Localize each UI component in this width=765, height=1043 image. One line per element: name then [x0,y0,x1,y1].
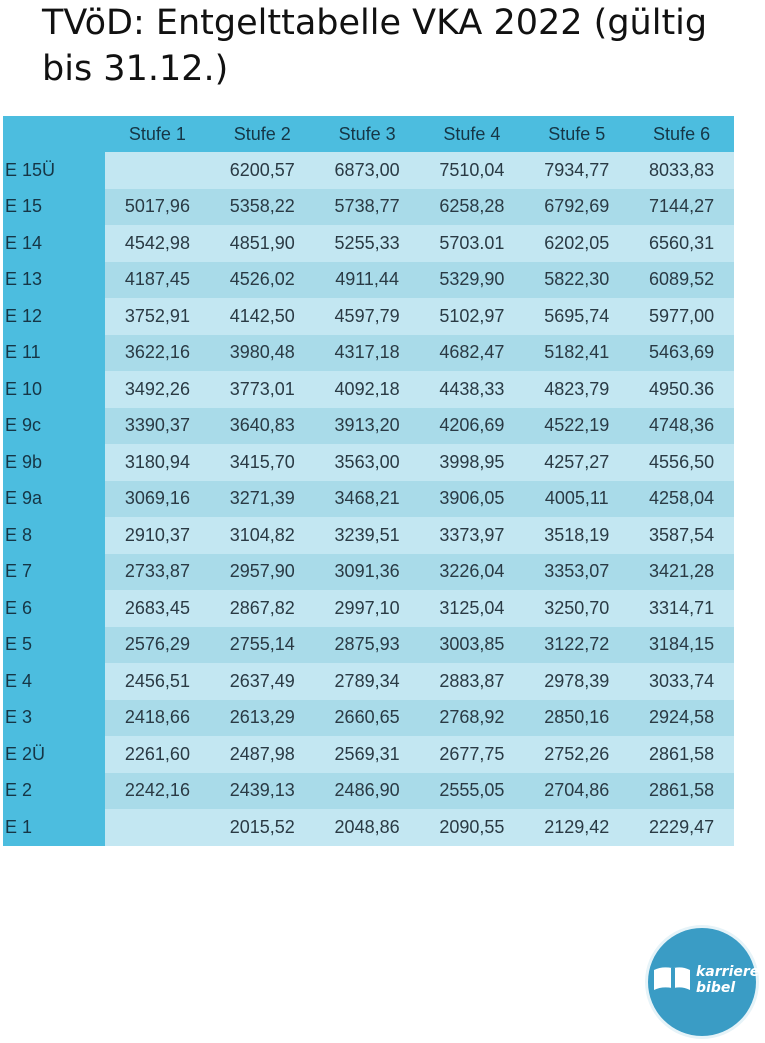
salary-cell: 2439,13 [210,773,315,810]
salary-cell: 2752,26 [524,736,629,773]
salary-cell: 2957,90 [210,554,315,591]
salary-cell: 4258,04 [629,481,734,518]
salary-cell: 3122,72 [524,627,629,664]
logo-text-line2: bibel [696,980,736,996]
header-stufe-1: Stufe 1 [105,116,210,152]
salary-cell: 3998,95 [420,444,525,481]
pay-grade-label: E 9b [3,444,105,481]
pay-grade-label: E 13 [3,262,105,299]
table-row [3,189,734,226]
pay-grade-label: E 9c [3,408,105,445]
salary-cell: 4187,45 [105,262,210,299]
pay-grade-label: E 4 [3,663,105,700]
salary-cell: 2487,98 [210,736,315,773]
pay-grade-label: E 7 [3,554,105,591]
salary-cell: 4142,50 [210,298,315,335]
salary-cell: 2456,51 [105,663,210,700]
salary-cell: 4438,33 [420,371,525,408]
salary-cell: 2486,90 [315,773,420,810]
salary-cell: 5182,41 [524,335,629,372]
salary-cell: 2660,65 [315,700,420,737]
salary-cell: 3033,74 [629,663,734,700]
salary-cell: 3069,16 [105,481,210,518]
salary-cell: 3622,16 [105,335,210,372]
table-row [3,298,734,335]
logo-text-line1: karriere [696,964,760,980]
salary-cell: 6258,28 [420,189,525,226]
table-row [3,700,734,737]
header-stufe-5: Stufe 5 [524,116,629,152]
table-body [3,152,734,846]
salary-cell: 5695,74 [524,298,629,335]
salary-cell: 4317,18 [315,335,420,372]
salary-cell: 2867,82 [210,590,315,627]
table-header [3,116,734,152]
header-corner [3,116,105,152]
salary-cell: 3421,28 [629,554,734,591]
pay-grade-label: E 14 [3,225,105,262]
salary-cell: 4556,50 [629,444,734,481]
salary-cell: 2129,42 [524,809,629,846]
salary-cell: 3091,36 [315,554,420,591]
salary-cell: 3003,85 [420,627,525,664]
header-row [3,116,734,152]
table-row [3,262,734,299]
salary-cell: 5703.01 [420,225,525,262]
table-row [3,408,734,445]
salary-cell: 6200,57 [210,152,315,189]
salary-cell: 3492,26 [105,371,210,408]
salary-cell: 2733,87 [105,554,210,591]
salary-cell: 5102,97 [420,298,525,335]
salary-cell: 3390,37 [105,408,210,445]
salary-cell: 2677,75 [420,736,525,773]
pay-grade-label: E 15Ü [3,152,105,189]
salary-cell: 4597,79 [315,298,420,335]
table-row [3,663,734,700]
pay-grade-label: E 6 [3,590,105,627]
salary-cell: 3752,91 [105,298,210,335]
salary-cell: 2997,10 [315,590,420,627]
salary-cell: 3226,04 [420,554,525,591]
salary-cell: 5017,96 [105,189,210,226]
salary-cell: 2768,92 [420,700,525,737]
salary-cell: 4682,47 [420,335,525,372]
table-row [3,371,734,408]
salary-cell: 2861,58 [629,736,734,773]
table-row [3,809,734,846]
salary-cell: 3373,97 [420,517,525,554]
salary-cell: 4748,36 [629,408,734,445]
salary-cell: 2555,05 [420,773,525,810]
salary-cell: 2576,29 [105,627,210,664]
salary-cell: 4092,18 [315,371,420,408]
salary-cell: 2683,45 [105,590,210,627]
salary-cell: 2924,58 [629,700,734,737]
salary-cell: 2242,16 [105,773,210,810]
salary-cell: 4005,11 [524,481,629,518]
salary-cell: 5358,22 [210,189,315,226]
salary-cell: 2637,49 [210,663,315,700]
salary-cell: 4823,79 [524,371,629,408]
salary-cell: 2875,93 [315,627,420,664]
salary-cell: 3563,00 [315,444,420,481]
salary-cell: 2861,58 [629,773,734,810]
salary-cell: 2613,29 [210,700,315,737]
salary-cell: 2569,31 [315,736,420,773]
salary-cell: 3314,71 [629,590,734,627]
salary-cell: 3239,51 [315,517,420,554]
pay-grade-label: E 5 [3,627,105,664]
salary-cell: 2789,34 [315,663,420,700]
salary-cell: 4206,69 [420,408,525,445]
open-book-icon [654,967,690,990]
salary-cell: 4257,27 [524,444,629,481]
salary-cell: 6560,31 [629,225,734,262]
salary-cell: 6792,69 [524,189,629,226]
table-row [3,736,734,773]
salary-cell: 3468,21 [315,481,420,518]
salary-cell: 2850,16 [524,700,629,737]
pay-grade-label: E 8 [3,517,105,554]
salary-cell: 2090,55 [420,809,525,846]
salary-cell: 3415,70 [210,444,315,481]
salary-table [3,116,734,846]
pay-grade-label: E 2 [3,773,105,810]
salary-cell: 2978,39 [524,663,629,700]
salary-cell: 4522,19 [524,408,629,445]
salary-cell: 3587,54 [629,517,734,554]
salary-cell: 3271,39 [210,481,315,518]
salary-cell: 2755,14 [210,627,315,664]
salary-cell: 3250,70 [524,590,629,627]
table-row [3,152,734,189]
salary-cell: 3104,82 [210,517,315,554]
pay-grade-label: E 15 [3,189,105,226]
header-stufe-2: Stufe 2 [210,116,315,152]
salary-cell: 8033,83 [629,152,734,189]
table-row [3,225,734,262]
salary-cell: 6873,00 [315,152,420,189]
salary-cell [105,152,210,189]
salary-cell: 3353,07 [524,554,629,591]
salary-cell: 3184,15 [629,627,734,664]
salary-cell: 3913,20 [315,408,420,445]
salary-cell: 3518,19 [524,517,629,554]
salary-cell: 5463,69 [629,335,734,372]
pay-grade-label: E 12 [3,298,105,335]
salary-cell: 3180,94 [105,444,210,481]
header-stufe-3: Stufe 3 [315,116,420,152]
salary-cell: 2418,66 [105,700,210,737]
salary-cell: 5255,33 [315,225,420,262]
salary-cell: 3906,05 [420,481,525,518]
header-stufe-4: Stufe 4 [420,116,525,152]
pay-grade-label: E 10 [3,371,105,408]
salary-cell: 5329,90 [420,262,525,299]
karrierebibel-logo [644,924,760,1040]
salary-cell: 4542,98 [105,225,210,262]
salary-table-container [3,116,734,846]
header-stufe-6: Stufe 6 [629,116,734,152]
pay-grade-label: E 2Ü [3,736,105,773]
salary-cell: 2883,87 [420,663,525,700]
salary-cell: 3980,48 [210,335,315,372]
page-title: TVöD: Entgelttabelle VKA 2022 (gültig bis 31.12.) [42,3,708,89]
pay-grade-label: E 11 [3,335,105,372]
salary-cell: 5977,00 [629,298,734,335]
table-row [3,773,734,810]
salary-cell: 6089,52 [629,262,734,299]
salary-cell: 7144,27 [629,189,734,226]
salary-cell: 4911,44 [315,262,420,299]
salary-cell: 3640,83 [210,408,315,445]
salary-cell: 2015,52 [210,809,315,846]
salary-cell: 2229,47 [629,809,734,846]
table-row [3,627,734,664]
salary-cell: 5822,30 [524,262,629,299]
table-row [3,590,734,627]
salary-cell: 4851,90 [210,225,315,262]
salary-cell: 2048,86 [315,809,420,846]
salary-cell: 6202,05 [524,225,629,262]
salary-cell: 4950.36 [629,371,734,408]
pay-grade-label: E 3 [3,700,105,737]
salary-cell: 5738,77 [315,189,420,226]
salary-cell: 2261,60 [105,736,210,773]
pay-grade-label: E 9a [3,481,105,518]
pay-grade-label: E 1 [3,809,105,846]
salary-cell: 7510,04 [420,152,525,189]
salary-cell: 3773,01 [210,371,315,408]
table-row [3,517,734,554]
table-row [3,554,734,591]
salary-cell [105,809,210,846]
table-row [3,335,734,372]
table-row [3,481,734,518]
table-row [3,444,734,481]
salary-cell: 2704,86 [524,773,629,810]
salary-cell: 7934,77 [524,152,629,189]
salary-cell: 2910,37 [105,517,210,554]
salary-cell: 4526,02 [210,262,315,299]
salary-cell: 3125,04 [420,590,525,627]
